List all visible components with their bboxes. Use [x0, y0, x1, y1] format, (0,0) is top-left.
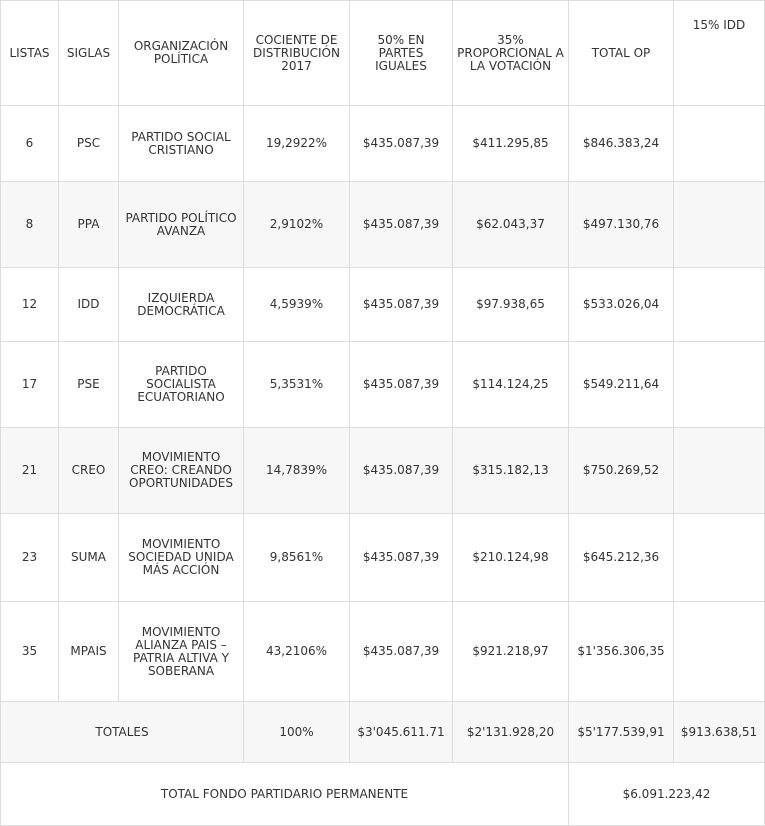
- cell-lista: 23: [1, 514, 59, 602]
- cell-idd: [674, 342, 765, 428]
- cell-lista: 12: [1, 268, 59, 342]
- cell-cociente: 2,9102%: [244, 182, 350, 268]
- cell-cociente: 5,3531%: [244, 342, 350, 428]
- cell-sigla: PSC: [59, 106, 119, 182]
- totales-total: $5'177.539,91: [569, 702, 674, 763]
- cell-iguales: $435.087,39: [350, 428, 453, 514]
- header-proporcional: 35% PROPORCIONAL A LA VOTACIÓN: [453, 1, 569, 106]
- cell-total: $1'356.306,35: [569, 602, 674, 702]
- table-row: [1, 514, 765, 602]
- cell-sigla: MPAIS: [59, 602, 119, 702]
- cell-proporcional: $97.938,65: [453, 268, 569, 342]
- totales-cociente: 100%: [244, 702, 350, 763]
- cell-proporcional: $411.295,85: [453, 106, 569, 182]
- cell-organizacion: PARTIDO POLÍTICO AVANZA: [119, 182, 244, 268]
- cell-sigla: SUMA: [59, 514, 119, 602]
- cell-iguales: $435.087,39: [350, 602, 453, 702]
- cell-lista: 17: [1, 342, 59, 428]
- fondo-label: TOTAL FONDO PARTIDARIO PERMANENTE: [1, 763, 569, 826]
- cell-proporcional: $315.182,13: [453, 428, 569, 514]
- header-idd: 15% IDD: [674, 1, 765, 106]
- cell-idd: [674, 268, 765, 342]
- cell-cociente: 19,2922%: [244, 106, 350, 182]
- cell-sigla: PPA: [59, 182, 119, 268]
- cell-total: $846.383,24: [569, 106, 674, 182]
- cell-organizacion: PARTIDO SOCIAL CRISTIANO: [119, 106, 244, 182]
- cell-idd: [674, 514, 765, 602]
- cell-proporcional: $114.124,25: [453, 342, 569, 428]
- cell-proporcional: $921.218,97: [453, 602, 569, 702]
- cell-idd: [674, 428, 765, 514]
- header-cociente: COCIENTE DE DISTRIBUCIÓN 2017: [244, 1, 350, 106]
- cell-cociente: 14,7839%: [244, 428, 350, 514]
- cell-lista: 21: [1, 428, 59, 514]
- totales-proporcional: $2'131.928,20: [453, 702, 569, 763]
- totales-idd: $913.638,51: [674, 702, 765, 763]
- cell-idd: [674, 182, 765, 268]
- cell-organizacion: MOVIMIENTO CREO: CREANDO OPORTUNIDADES: [119, 428, 244, 514]
- header-iguales: 50% EN PARTES IGUALES: [350, 1, 453, 106]
- header-organizacion: ORGANIZACIÓN POLÍTICA: [119, 1, 244, 106]
- cell-total: $750.269,52: [569, 428, 674, 514]
- table-row: [1, 182, 765, 268]
- table-row: [1, 268, 765, 342]
- totales-iguales: $3'045.611.71: [350, 702, 453, 763]
- totales-row: [1, 702, 765, 763]
- cell-cociente: 43,2106%: [244, 602, 350, 702]
- table-row: [1, 106, 765, 182]
- cell-sigla: IDD: [59, 268, 119, 342]
- cell-organizacion: PARTIDO SOCIALISTA ECUATORIANO: [119, 342, 244, 428]
- cell-organizacion: IZQUIERDA DEMOCRÁTICA: [119, 268, 244, 342]
- fondo-value: $6.091.223,42: [569, 763, 765, 826]
- cell-iguales: $435.087,39: [350, 268, 453, 342]
- cell-total: $497.130,76: [569, 182, 674, 268]
- cell-lista: 35: [1, 602, 59, 702]
- cell-proporcional: $210.124,98: [453, 514, 569, 602]
- cell-idd: [674, 106, 765, 182]
- cell-cociente: 9,8561%: [244, 514, 350, 602]
- cell-idd: [674, 602, 765, 702]
- cell-iguales: $435.087,39: [350, 106, 453, 182]
- header-total-op: TOTAL OP: [569, 1, 674, 106]
- totales-label: TOTALES: [1, 702, 244, 763]
- fondo-row: [1, 763, 765, 826]
- cell-cociente: 4,5939%: [244, 268, 350, 342]
- cell-lista: 6: [1, 106, 59, 182]
- cell-total: $533.026,04: [569, 268, 674, 342]
- table-row: [1, 428, 765, 514]
- cell-total: $645.212,36: [569, 514, 674, 602]
- cell-organizacion: MOVIMIENTO ALIANZA PAIS – PATRIA ALTIVA Y SOBERANA: [119, 602, 244, 702]
- table-row: [1, 602, 765, 702]
- header-siglas: SIGLAS: [59, 1, 119, 106]
- cell-total: $549.211,64: [569, 342, 674, 428]
- header-listas: LISTAS: [1, 1, 59, 106]
- cell-sigla: PSE: [59, 342, 119, 428]
- cell-iguales: $435.087,39: [350, 182, 453, 268]
- cell-proporcional: $62.043,37: [453, 182, 569, 268]
- cell-iguales: $435.087,39: [350, 342, 453, 428]
- cell-organizacion: MOVIMIENTO SOCIEDAD UNIDA MÁS ACCIÓN: [119, 514, 244, 602]
- table-row: [1, 342, 765, 428]
- cell-lista: 8: [1, 182, 59, 268]
- header-row: [1, 1, 765, 106]
- cell-iguales: $435.087,39: [350, 514, 453, 602]
- cell-sigla: CREO: [59, 428, 119, 514]
